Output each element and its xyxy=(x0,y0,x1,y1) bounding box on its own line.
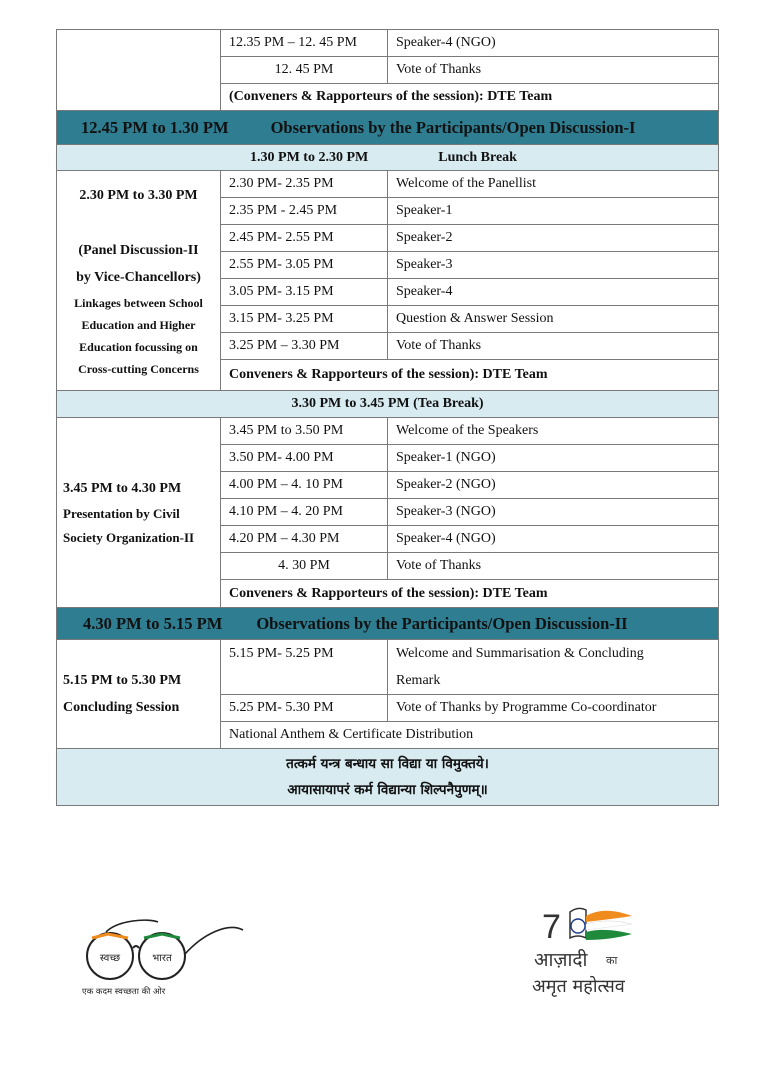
civil-session-cell xyxy=(57,418,221,608)
open-discussion-time: 12.45 PM to 1.30 PM xyxy=(81,117,229,137)
azadi-ka: का xyxy=(606,954,618,967)
time-cell: 2.35 PM - 2.45 PM xyxy=(221,198,388,225)
panel-desc-line4: Cross-cutting Concerns xyxy=(78,361,199,376)
time-cell: 2.30 PM- 2.35 PM xyxy=(221,171,388,198)
swachh-left-text: स्वच्छ xyxy=(99,953,121,964)
item-cell: Welcome of the Speakers xyxy=(388,418,719,445)
swachh-right-text: भारत xyxy=(152,953,172,964)
item-cell: Vote of Thanks xyxy=(388,553,719,580)
item-cell: Speaker-4 xyxy=(388,279,719,306)
item-cell: Speaker-1 xyxy=(388,198,719,225)
open-discussion-row xyxy=(57,111,719,145)
time-cell: 3.05 PM- 3.15 PM xyxy=(221,279,388,306)
time-cell: 3.15 PM- 3.25 PM xyxy=(221,306,388,333)
concluding-session-cell xyxy=(57,640,221,749)
civil-time: 3.45 PM to 4.30 PM xyxy=(63,480,182,496)
item-cell: Speaker-4 (NGO) xyxy=(388,526,719,553)
schedule-table xyxy=(56,29,719,806)
panel-desc-line1: Linkages between School xyxy=(74,295,203,310)
item-line: Welcome and Summarisation & Concluding xyxy=(396,646,644,661)
open-discussion-row xyxy=(57,608,719,640)
azadi-line2: अमृत महोत्सव xyxy=(532,976,625,997)
item-line: Remark xyxy=(396,673,441,688)
table-row xyxy=(57,418,719,445)
civil-title-line1: Presentation by Civil xyxy=(63,506,180,522)
time-cell: 5.25 PM- 5.30 PM xyxy=(221,695,388,722)
item-cell: Speaker-3 xyxy=(388,252,719,279)
item-cell: Vote of Thanks by Programme Co-coordinator xyxy=(388,695,719,722)
azadi-line1: आज़ादी xyxy=(534,949,588,971)
item-cell: Speaker-2 (NGO) xyxy=(388,472,719,499)
lunch-time: 1.30 PM to 2.30 PM xyxy=(250,149,369,165)
table-row xyxy=(57,30,719,57)
time-cell: 5.15 PM- 5.25 PM xyxy=(221,640,388,695)
table-row xyxy=(57,171,719,198)
item-cell: Speaker-4 (NGO) xyxy=(388,30,719,57)
item-cell xyxy=(388,640,719,695)
item-cell: Vote of Thanks xyxy=(388,57,719,84)
swachh-tagline: एक कदम स्वच्छता की ओर xyxy=(82,987,166,997)
time-cell: 4.20 PM – 4.30 PM xyxy=(221,526,388,553)
time-cell: 12. 45 PM xyxy=(221,57,388,84)
open-discussion-time: 4.30 PM to 5.15 PM xyxy=(83,613,223,633)
time-cell: 4.10 PM – 4. 20 PM xyxy=(221,499,388,526)
time-cell: 4.00 PM – 4. 10 PM xyxy=(221,472,388,499)
swachh-bharat-logo xyxy=(78,914,248,1000)
empty-time-cell xyxy=(57,30,221,111)
time-cell: 3.25 PM – 3.30 PM xyxy=(221,333,388,360)
civil-title-line2: Society Organization-II xyxy=(63,530,195,546)
item-cell: Welcome of the Panellist xyxy=(388,171,719,198)
time-cell: 2.45 PM- 2.55 PM xyxy=(221,225,388,252)
tea-break-row xyxy=(57,391,719,418)
time-cell: 3.45 PM to 3.50 PM xyxy=(221,418,388,445)
item-cell: Question & Answer Session xyxy=(388,306,719,333)
time-cell: 4. 30 PM xyxy=(221,553,388,580)
time-cell: 3.50 PM- 4.00 PM xyxy=(221,445,388,472)
lunch-row xyxy=(57,145,719,171)
item-cell: Speaker-3 (NGO) xyxy=(388,499,719,526)
sanskrit-row xyxy=(57,749,719,806)
conveners-cell: Conveners & Rapporteurs of the session): DTE Team xyxy=(221,580,719,608)
sanskrit-line1: तत्कर्म यन्त्र बन्धाय सा विद्या या विमुक्तये। xyxy=(286,756,489,772)
sanskrit-line2: आयासायापरं कर्म विद्यान्या शिल्पनैपुणम्॥ xyxy=(287,782,488,798)
item-cell: Speaker-2 xyxy=(388,225,719,252)
time-cell: 12.35 PM – 12. 45 PM xyxy=(221,30,388,57)
panel-title-line2: by Vice-Chancellors) xyxy=(76,270,201,285)
item-cell: Speaker-1 (NGO) xyxy=(388,445,719,472)
panel-desc-line2: Education and Higher xyxy=(81,317,196,332)
time-cell: 2.55 PM- 3.05 PM xyxy=(221,252,388,279)
seventy-five-mark: 7 xyxy=(542,908,561,946)
item-cell: Vote of Thanks xyxy=(388,333,719,360)
panel-time: 2.30 PM to 3.30 PM xyxy=(79,187,198,203)
concluding-time: 5.15 PM to 5.30 PM xyxy=(63,672,182,688)
concluding-title: Concluding Session xyxy=(63,700,180,715)
anthem-cell: National Anthem & Certificate Distribution xyxy=(221,722,719,749)
azadi-ka-amrit-mahotsav-logo xyxy=(528,898,658,1000)
conveners-cell: Conveners & Rapporteurs of the session): DTE Team xyxy=(221,360,719,391)
table-row xyxy=(57,640,719,695)
panel-title-line1: (Panel Discussion-II xyxy=(78,242,199,258)
lunch-title: Lunch Break xyxy=(438,149,517,165)
conveners-cell: (Conveners & Rapporteurs of the session): DTE Team xyxy=(221,84,719,111)
open-discussion-title: Observations by the Participants/Open Discussion-I xyxy=(270,117,636,137)
open-discussion-title: Observations by the Participants/Open Discussion-II xyxy=(256,613,628,633)
tea-break-label: 3.30 PM to 3.45 PM (Tea Break) xyxy=(57,391,719,418)
panel-session-cell xyxy=(57,171,221,391)
panel-desc-line3: Education focussing on xyxy=(79,339,198,354)
